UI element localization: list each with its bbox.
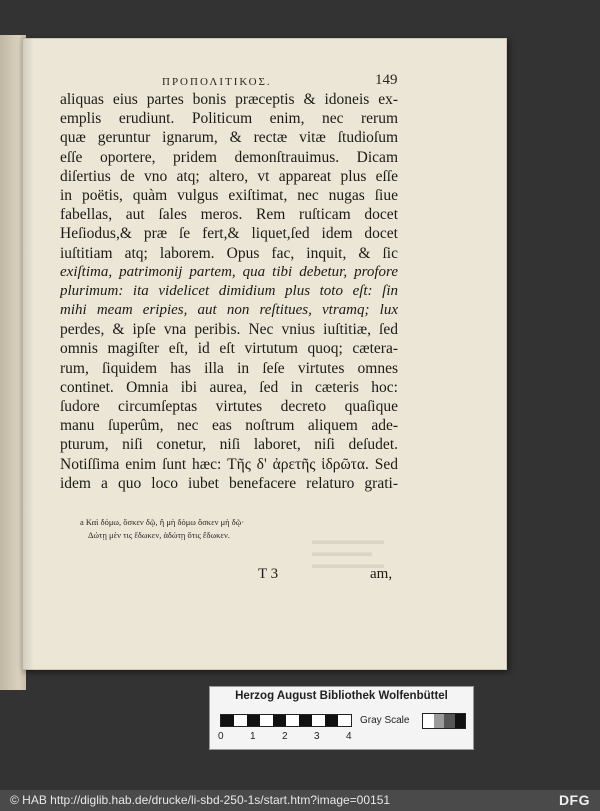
gray-swatch xyxy=(455,714,466,728)
text-line: quæ geruntur ignarum, & rectæ vitæ ſtudioſum xyxy=(60,129,398,147)
footer-bar xyxy=(0,790,600,811)
footer-credit-link[interactable]: © HAB http://diglib.hab.de/drucke/li-sbd-250-1s/start.htm?image=00151 xyxy=(10,793,391,807)
ruler-segment xyxy=(221,715,234,726)
text-line: iuſtitiam atq; laborem. Opus fac, inquit, & ſic xyxy=(60,244,398,262)
gray-scale-label: Gray Scale xyxy=(360,715,410,726)
text-line: emplis erudiunt. Politicum enim, nec rerum xyxy=(60,110,398,128)
ruler-segment xyxy=(247,715,260,726)
footnote-line: a Καὶ δόμω, ὅσκεν δῷ, ἢ μὴ δόμω ὅσκεν μὴ δῷ· xyxy=(80,517,245,527)
bleed-through-texture: ▬▬▬▬▬▬ ▬▬▬▬▬ ▬▬▬▬▬▬ xyxy=(312,533,384,571)
body-text xyxy=(60,90,398,493)
text-line: Heſiodus,& præ ſe fert,& liquet,ſed idem docet xyxy=(60,225,398,243)
ruler-number: 1 xyxy=(250,731,256,742)
text-line: manu ſuperûm, nec eas noſtrum aliquem ade- xyxy=(60,417,398,435)
text-line: diſertius de vno atq; altero, vt appareat plus eſſe xyxy=(60,167,398,185)
text-line: pturum, niſi conetur, niſi laboret, niſi deſudet. xyxy=(60,436,398,454)
footnote xyxy=(80,516,244,542)
library-name: Herzog August Bibliothek Wolfenbüttel xyxy=(235,690,448,702)
text-line: perdes, & ipſe vna peribis. Nec vnius iuſtitiæ, ſed xyxy=(60,321,398,339)
ruler-number: 0 xyxy=(218,731,224,742)
ruler-segment xyxy=(273,715,286,726)
text-line: in poëtis, quàm vulgus exiſtimat, nec nugas ſiue xyxy=(60,186,398,204)
text-line: continet. Omnia ibi aurea, ſed in cæteris hoc: xyxy=(60,378,398,396)
catchword: am, xyxy=(370,566,393,582)
text-line: aliquas eius partes bonis præceptis & idoneis ex- xyxy=(60,91,398,108)
gray-swatch xyxy=(423,714,434,728)
ruler-number: 3 xyxy=(314,731,320,742)
text-line: omnis magiſter eſt, id eſt virtutum quoq; cætera- xyxy=(60,340,398,358)
ruler-segment xyxy=(325,715,338,726)
signature-mark: T 3 xyxy=(258,566,279,582)
color-calibration-card xyxy=(209,686,474,750)
footnote-line: Δώτῃ μὲν τις ἔδωκεν, ἀδώτῃ ὅτις ἔδωκεν. xyxy=(88,530,230,540)
gray-swatch xyxy=(444,714,455,728)
text-line: rum, ſiquidem has illa in ſeſe virtutes omnes xyxy=(60,359,398,377)
gray-scale-swatches xyxy=(422,713,466,729)
book-page xyxy=(22,38,507,670)
text-line: Notiſſima enim ſunt hæc: Τῆς δ' ἀρετῆς ἱδρῶτα. Sed xyxy=(60,455,398,473)
text-line: exiſtima, patrimonij partem, qua tibi debetur, profore xyxy=(60,263,398,280)
text-line: idem a quo loco iubet benefacere relaturo grati- xyxy=(60,474,398,492)
text-line: ſudore circumſeptas virtutes decreto quaſique xyxy=(60,398,398,415)
text-line: plurimum: ita videlicet dimidium plus toto eſt: ſin xyxy=(60,282,398,299)
ruler-number: 4 xyxy=(346,731,352,742)
ruler-number: 2 xyxy=(282,731,288,742)
scale-ruler xyxy=(220,714,352,727)
page-number: 149 xyxy=(375,72,398,88)
gray-swatch xyxy=(434,714,445,728)
ruler-segment xyxy=(299,715,312,726)
dfg-logo: DFG xyxy=(558,792,590,808)
text-line: eſſe oportere, pridem demonſtrauimus. Dicam xyxy=(60,148,398,166)
running-head: ΠΡΟΠΟΛΙΤΙΚΟΣ. xyxy=(162,76,272,88)
text-line: fabellas, aut ſales meros. Rem ruſticam docet xyxy=(60,206,398,224)
text-line: mihi meam eripies, aut non reſtitues, vtramq; lux xyxy=(60,302,398,319)
